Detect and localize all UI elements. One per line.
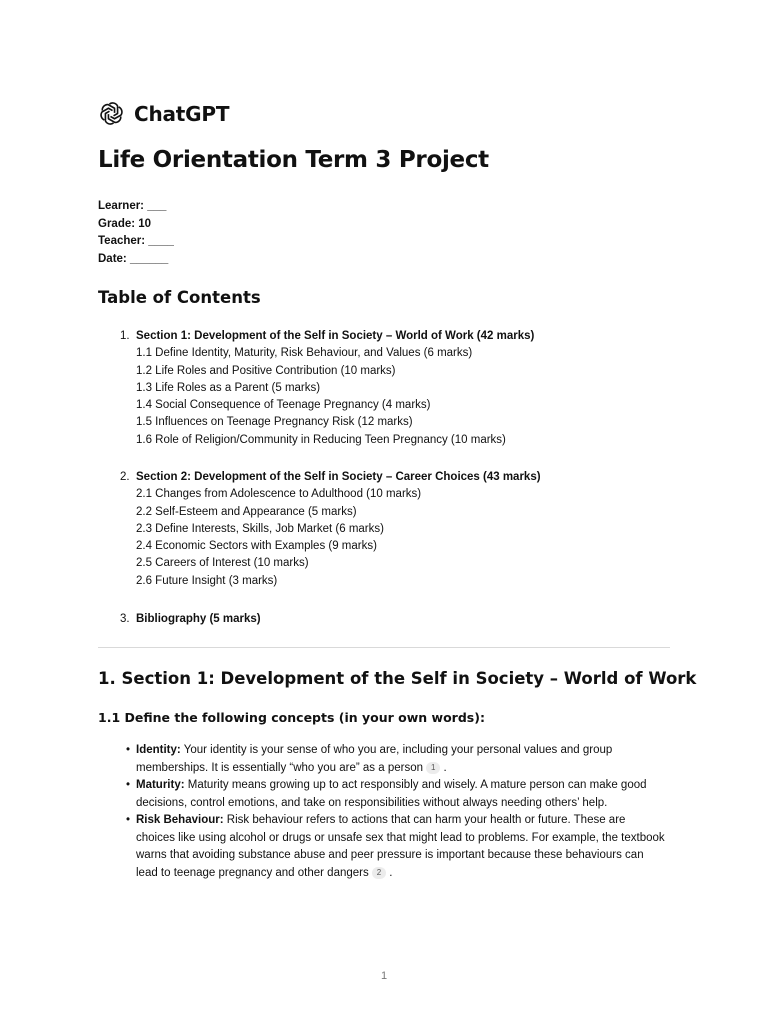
toc-item: 2.1 Changes from Adolescence to Adulthood (10 marks) [136,488,422,501]
toc-section-3 [120,611,261,628]
page-number: 1 [380,970,388,982]
meta-grade: Grade: 10 [98,217,152,230]
toc-item: 1.5 Influences on Teenage Pregnancy Risk (12 marks) [136,416,413,429]
toc-item: 1.3 Life Roles as a Parent (5 marks) [136,381,321,394]
toc-section-title: Section 1: Development of the Self in Society – World of Work (42 marks) [136,330,535,342]
toc-section-title: Bibliography (5 marks) [136,613,261,625]
document-title: Life Orientation Term 3 Project [98,147,489,173]
definition-list [126,742,666,882]
toc-section-heading [120,328,534,345]
list-item [126,742,666,777]
definition-term: Maturity: [136,779,185,791]
definition-text: Maturity means growing up to act responsibly and wisely. A mature person can make good decisions, control emotions, and take on responsibilities without always needing others’ help. [136,779,647,809]
list-item [126,777,666,812]
openai-logo-icon [98,100,125,127]
toc-title: Table of Contents [98,288,261,307]
definition-term: Risk Behaviour: [136,814,224,826]
toc-item: 2.2 Self-Esteem and Appearance (5 marks) [136,505,357,518]
brand-name: ChatGPT [134,101,230,126]
toc-item: 2.5 Careers of Interest (10 marks) [136,557,309,570]
document-meta [98,198,174,268]
subsection-heading: 1.1 Define the following concepts (in your own words): [98,710,485,725]
toc-section-number: 3. [120,613,130,625]
toc-section-2 [120,469,541,590]
toc-item: 1.2 Life Roles and Positive Contribution (10 marks) [136,364,396,377]
list-item [126,812,666,882]
definition-text: Your identity is your sense of who you are, including your personal values and group memberships. It is essentially “who you are” as a person [136,744,613,774]
definition-end: . [443,761,447,774]
meta-date: Date: ______ [98,252,169,265]
section-heading: 1. Section 1: Development of the Self in Society – World of Work [98,669,697,688]
definition-text: Risk behaviour refers to actions that can harm your health or future. These are choices like using alcohol or drugs or unsafe sex that might lead to problems. For example, the textbook warns that avoiding substance abuse and peer pressure is important because these behaviours can lead to teenage pregnancy and other dangers [136,814,665,879]
brand [98,100,229,127]
citation-badge[interactable]: 1 [426,762,440,774]
toc-section-1 [120,328,534,449]
toc-item: 2.3 Define Interests, Skills, Job Market (6 marks) [136,522,384,535]
meta-learner: Learner: ___ [98,200,167,212]
toc-item: 1.6 Role of Religion/Community in Reducing Teen Pregnancy (10 marks) [136,433,506,446]
toc-item: 2.4 Economic Sectors with Examples (9 marks) [136,540,377,553]
toc-item: 1.1 Define Identity, Maturity, Risk Behaviour, and Values (6 marks) [136,347,473,360]
toc-section-heading [120,611,261,628]
toc-section-title: Section 2: Development of the Self in Society – Career Choices (43 marks) [136,471,541,483]
citation-badge[interactable]: 2 [372,867,386,879]
meta-teacher: Teacher: ____ [98,235,174,247]
toc-section-number: 1. [120,330,130,342]
toc-item: 2.6 Future Insight (3 marks) [136,574,278,587]
definition-term: Identity: [136,744,181,756]
toc-item: 1.4 Social Consequence of Teenage Pregnancy (4 marks) [136,399,431,412]
definition-end: . [389,866,393,879]
toc-section-heading [120,469,541,486]
toc-section-number: 2. [120,471,130,483]
section-divider [98,647,670,648]
